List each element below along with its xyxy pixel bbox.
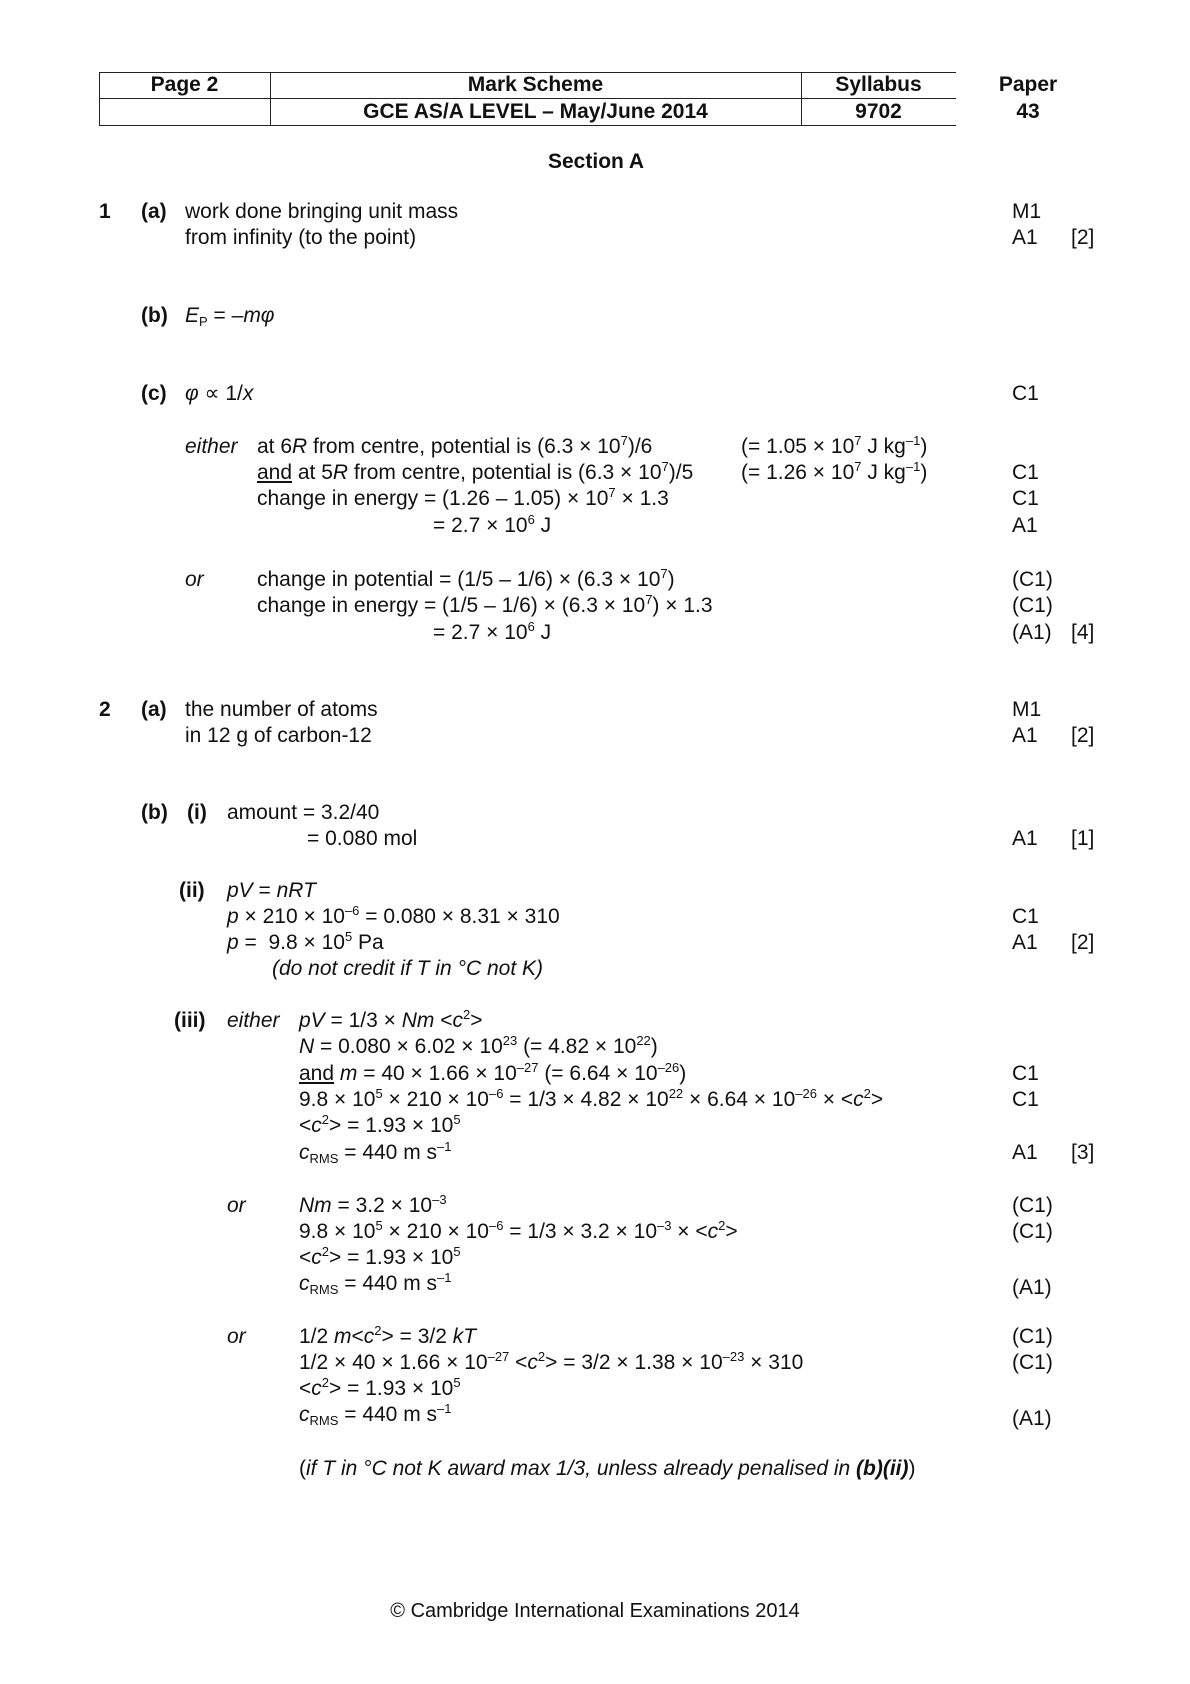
q2bii-note: (do not credit if T in °C not K) — [272, 957, 544, 980]
section-title: Section A — [548, 150, 645, 173]
q2biii-or1-line2: $9.8 \times 10^5 \times 210 \times 10^{-6} = 1/3 \times 3.2 \times 10^{-3} \times <c^2>$ — [299, 1218, 738, 1243]
q1b-equation: $E_P = -m\varphi$ — [185, 304, 275, 329]
q2biii-either: either — [227, 1009, 280, 1032]
q1c-label: (c) — [141, 382, 167, 405]
q2biii-or2-line1: 1/2 $m<c^2> = 3/2$ kT — [299, 1323, 477, 1348]
q1c-either-line3: change in energy = $(1.26 - 1.05) \times 10^7 \times 1.3$ — [257, 485, 669, 510]
q1c-total: [4] — [1071, 621, 1095, 644]
q2-number: 2 — [99, 698, 111, 721]
q2a-line2: in 12 g of carbon-12 — [185, 724, 372, 747]
q2biii-either-line6: $c_{RMS} = 440$ m $s^{-1}$ — [299, 1139, 452, 1166]
q2bi-line1: amount = 3.2/40 — [227, 801, 380, 824]
q2biii-either-mark1: C1 — [1012, 1062, 1039, 1085]
q1c-or-mark1: (C1) — [1012, 568, 1053, 591]
q2bii-line3: $p = 9.8 \times 10^5$ Pa — [227, 929, 384, 954]
q2biii-either-line2: $N = 0.080 \times 6.02 \times 10^{23}$ (= $4.82 \times 10^{22}$) — [299, 1033, 658, 1058]
header-paper: 43 — [1016, 100, 1040, 123]
q2biii-or2-mark1: (C1) — [1012, 1325, 1053, 1348]
q2biii-or2-mark3: (A1) — [1012, 1407, 1052, 1430]
q1c-either: either — [185, 435, 238, 458]
q1a-mark2: A1 — [1012, 226, 1038, 249]
footer-copyright: © Cambridge International Examinations 2014 — [390, 1600, 800, 1622]
q1c-either-line1-value: (= $1.05 \times 10^7$ J $kg^{-1}$) — [741, 433, 928, 458]
q1c-either-mark2: C1 — [1012, 487, 1039, 510]
q2bi-mark: A1 — [1012, 827, 1038, 850]
q2bii-mark2: A1 — [1012, 931, 1038, 954]
q2biii-or2-line3: $<c^2> = 1.93 \times 10^5$ — [299, 1375, 461, 1400]
q2bii-label: (ii) — [179, 879, 205, 902]
header-syllabus: 9702 — [855, 100, 902, 123]
q2biii-or1-mark1: (C1) — [1012, 1194, 1053, 1217]
q2biii-total: [3] — [1071, 1141, 1095, 1164]
q2bi-total: [1] — [1071, 827, 1095, 850]
q2biii-label: (iii) — [174, 1009, 206, 1032]
q2b-label: (b) — [141, 801, 168, 824]
q1a-line1: work done bringing unit mass — [185, 200, 459, 223]
q2biii-either-mark3: A1 — [1012, 1141, 1038, 1164]
header-table — [99, 72, 955, 126]
q2a-mark2: A1 — [1012, 724, 1038, 747]
q1a-total: [2] — [1071, 226, 1095, 249]
q1a-label: (a) — [141, 200, 167, 223]
q2a-total: [2] — [1071, 724, 1095, 747]
q1c-or: or — [185, 568, 204, 591]
header-exam: GCE AS/A LEVEL – May/June 2014 — [363, 100, 708, 123]
q1c-or-mark3: (A1) — [1012, 621, 1052, 644]
q2bi-line2: = 0.080 mol — [307, 827, 418, 850]
q2biii-or2-line4: $c_{RMS} = 440$ m $s^{-1}$ — [299, 1401, 452, 1428]
q1c-or-mark2: (C1) — [1012, 594, 1053, 617]
q1c-either-mark3: A1 — [1012, 514, 1038, 537]
q1c-or-line1: change in potential = $(1/5 - 1/6) \times (6.3 \times 10^7)$ — [257, 566, 675, 591]
q1c-either-line4: = $2.7 \times 10^6$ J — [433, 512, 552, 537]
q2biii-or1-line3: $<c^2> = 1.93 \times 10^5$ — [299, 1244, 461, 1269]
q2bii-mark1: C1 — [1012, 905, 1039, 928]
q1a-mark1: M1 — [1012, 200, 1042, 223]
q2biii-or2-mark2: (C1) — [1012, 1351, 1053, 1374]
q1b-label: (b) — [141, 304, 168, 327]
q2biii-or1-mark2: (C1) — [1012, 1220, 1053, 1243]
header-paper-label: Paper — [998, 73, 1058, 96]
q2biii-either-line5: $<c^2> = 1.93 \times 10^5$ — [299, 1112, 461, 1137]
q1c-either-line2-value: (= $1.26 \times 10^7$ J $kg^{-1}$) — [741, 459, 928, 484]
q2biii-or1-line4: $c_{RMS} = 440$ m $s^{-1}$ — [299, 1270, 452, 1297]
q2biii-or1: or — [227, 1194, 246, 1217]
q2a-mark1: M1 — [1012, 698, 1042, 721]
q2bi-label: (i) — [187, 801, 207, 824]
q1c-or-line2: change in energy = $(1/5 - 1/6) \times (6.3 \times 10^7) \times 1.3$ — [257, 592, 713, 617]
q2bii-line1: pV = nRT — [227, 879, 316, 902]
q1a-line2: from infinity (to the point) — [185, 226, 417, 249]
q1c-mark-first: C1 — [1012, 382, 1039, 405]
q2bii-total: [2] — [1071, 931, 1095, 954]
q1c-either-line2: and at 5R from centre, potential is $(6.3 \times 10^7)/5$ — [257, 459, 694, 484]
q2biii-or2: or — [227, 1325, 246, 1348]
q2a-label: (a) — [141, 698, 167, 721]
header-doc: Mark Scheme — [467, 73, 604, 96]
q2a-line1: the number of atoms — [185, 698, 378, 721]
q1c-or-line3: = $2.7 \times 10^6$ J — [433, 619, 552, 644]
q2biii-either-mark2: C1 — [1012, 1088, 1039, 1111]
header-page: Page 2 — [150, 73, 219, 96]
q1c-either-line1: at 6R from centre, potential is $(6.3 \times 10^7)/6$ — [257, 433, 653, 458]
q2biii-or2-line2: $1/2 \times 40 \times 1.66 \times 10^{-27} <c^2> = 3/2 \times 1.38 \times 10^{-23} \times 310$ — [299, 1349, 804, 1374]
header-syllabus-label: Syllabus — [835, 73, 922, 96]
q2biii-or1-mark3: (A1) — [1012, 1276, 1052, 1299]
q1c-proportional: φ ∝ 1/x — [185, 382, 254, 405]
q1c-either-mark1: C1 — [1012, 461, 1039, 484]
q1-number: 1 — [99, 200, 111, 223]
q2biii-or1-line1: $Nm = 3.2 \times 10^{-3}$ — [299, 1192, 447, 1217]
q2biii-either-line1: pV = $1/3 \times Nm <c^2>$ — [299, 1007, 483, 1032]
q2biii-either-line3: and $m = 40 \times 1.66 \times 10^{-27}$ (= $6.64 \times 10^{-26}$) — [299, 1060, 687, 1085]
q2bii-line2: $p \times 210 \times 10^{-6} = 0.080 \times 8.31 \times 310$ — [227, 903, 560, 928]
q2biii-either-line4: $9.8 \times 10^5 \times 210 \times 10^{-6} = 1/3 \times 4.82 \times 10^{22} \times 6.64 \times 10^{-26} \times <c^2>$ — [299, 1086, 884, 1111]
q2biii-note: (if T in °C not K award max 1/3, unless already penalised in (b)(ii)) — [299, 1457, 916, 1480]
